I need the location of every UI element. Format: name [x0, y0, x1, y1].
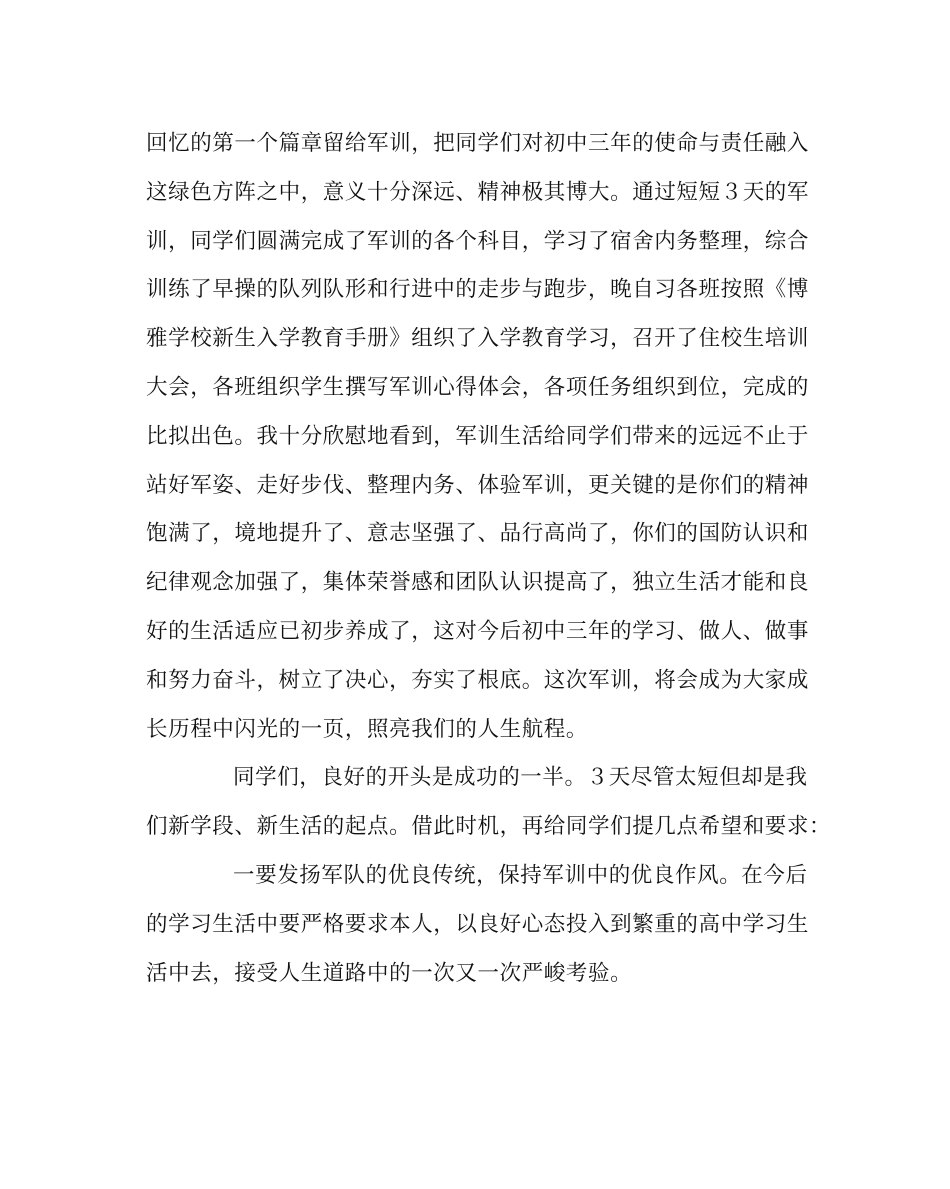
- text-line: 训练了早操的队列队形和行进中的走步与跑步，晚自习各班按照《博: [146, 277, 810, 303]
- text-line: 好的生活适应已初步养成了，这对今后初中三年的学习、做人、做事: [146, 618, 810, 644]
- text-line: 比拟出色。我十分欣慰地看到，军训生活给同学们带来的远远不止于: [146, 423, 810, 449]
- text-line: 和努力奋斗，树立了决心，夯实了根底。这次军训，将会成为大家成: [146, 667, 810, 693]
- text-line: 纪律观念加强了，集体荣誉感和团队认识提高了，独立生活才能和良: [146, 570, 810, 596]
- text-line: 训，同学们圆满完成了军训的各个科目，学习了宿舍内务整理，综合: [146, 228, 810, 254]
- document-body: [146, 126, 832, 1004]
- text-line: 大会，各班组织学生撰写军训心得体会，各项任务组织到位，完成的: [146, 374, 810, 400]
- text-line: 回忆的第一个篇章留给军训，把同学们对初中三年的使命与责任融入: [146, 131, 810, 156]
- text-line-indented: 一要发扬军队的优良传统，保持军训中的优良作风。在今后: [233, 862, 808, 888]
- text-line: 饱满了，境地提升了、意志坚强了、品行高尚了，你们的国防认识和: [146, 521, 810, 547]
- text-line: 雅学校新生入学教育手册》组织了入学教育学习，召开了住校生培训: [146, 326, 810, 352]
- text-line: 这绿色方阵之中，意义十分深远、精神极其博大。通过短短３天的军: [146, 179, 810, 205]
- text-line: 的学习生活中要严格要求本人，以良好心态投入到繁重的高中学习生: [146, 911, 810, 937]
- text-line: 们新学段、新生活的起点。借此时机，再给同学们提几点希望和要求：: [146, 814, 832, 840]
- text-line: 长历程中闪光的一页，照亮我们的人生航程。: [146, 716, 589, 742]
- text-line: 站好军姿、走好步伐、整理内务、体验军训，更关键的是你们的精神: [146, 472, 810, 498]
- text-line-indented: 同学们，良好的开头是成功的一半。３天尽管太短但却是我: [233, 765, 808, 791]
- text-line: 活中去，接受人生道路中的一次又一次严峻考验。: [146, 960, 633, 986]
